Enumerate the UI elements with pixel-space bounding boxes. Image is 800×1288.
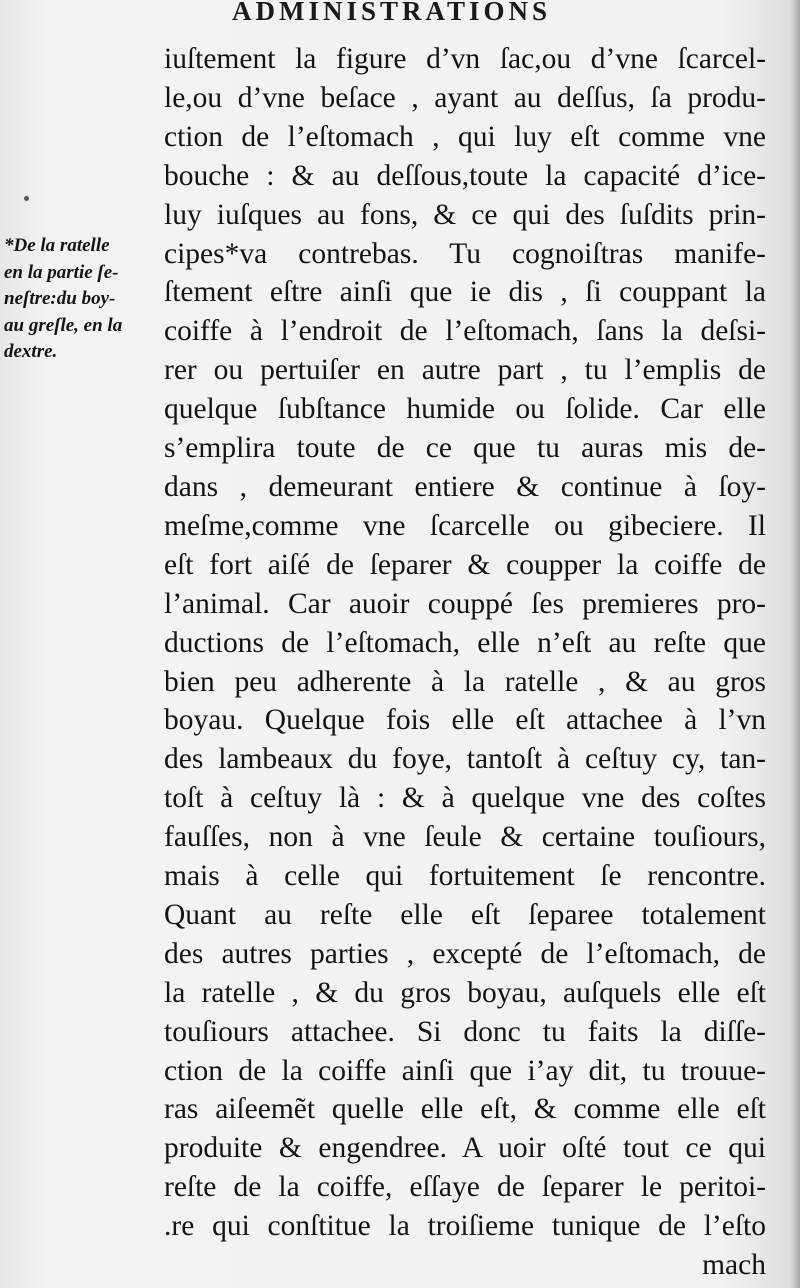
catchword: mach	[702, 1249, 766, 1282]
marginal-note-line: au greſle, en la	[4, 314, 123, 336]
marginal-note-line: neſtre:du boy-	[4, 288, 116, 309]
text-line: touſiours attachee. Si donc tu faits la diſſe-	[164, 1015, 766, 1048]
text-line: toſt à ceſtuy là : & à quelque vne des coſtes	[164, 782, 766, 815]
text-line: coiffe à l’endroit de l’eſtomach, ſans la deſsi-	[164, 315, 766, 348]
text-line: Quant au reſte elle eſt ſeparee totalement	[164, 898, 766, 931]
page-edge-shadow	[790, 0, 800, 1288]
text-line: luy iuſques au fons, & ce qui des ſuſdits prin-	[164, 198, 766, 231]
text-line: cipes*va contrebas. Tu cognoiſtras manife-	[164, 237, 766, 270]
text-line: dans , demeurant entiere & continue à ſoy-	[164, 470, 766, 503]
text-line: fauſſes, non à vne ſeule & certaine touſiours,	[164, 821, 766, 854]
ink-speck	[24, 196, 29, 201]
text-line: s’emplira toute de ce que tu auras mis de-	[164, 432, 766, 465]
text-line: des lambeaux du foye, tantoſt à ceſtuy cy, tan-	[164, 743, 766, 776]
text-line: bien peu adherente à la ratelle , & au gros	[164, 665, 766, 698]
text-line: ductions de l’eſtomach, elle n’eſt au reſte que	[164, 626, 766, 659]
text-line: la ratelle , & du gros boyau, auſquels elle eſt	[164, 976, 766, 1009]
text-line: des autres parties , excepté de l’eſtomach, de	[164, 937, 766, 970]
marginal-note-line: en la partie ſe-	[4, 261, 119, 283]
text-line: produite & engendree. A uoir oſté tout ce qui	[164, 1132, 766, 1165]
text-line: ras aiſeemẽt quelle elle eſt, & comme elle eſt	[164, 1093, 766, 1126]
text-line: quelque ſubſtance humide ou ſolide. Car elle	[164, 393, 766, 426]
text-line: le,ou d’vne beſace , ayant au deſſus, ſa produ-	[164, 81, 766, 114]
text-line: ſtement eſtre ainſi que ie dis , ſi couppant la	[164, 276, 766, 309]
text-line: .re qui conſtitue la troiſieme tunique de l’eſto	[164, 1210, 766, 1243]
text-line: iuſtement la figure d’vn ſac,ou d’vne ſcarcel-	[164, 43, 766, 75]
text-line: ction de l’eſtomach , qui luy eſt comme vne	[164, 120, 766, 153]
main-text-block	[164, 40, 766, 1285]
running-head: ADMINISTRATIONS	[232, 0, 552, 26]
marginal-note	[4, 233, 156, 366]
text-line: bouche : & au deſſous,toute la capacité d’ice-	[164, 159, 766, 192]
text-line: reſte de la coiffe, eſſaye de ſeparer le peritoi-	[164, 1171, 766, 1204]
marginal-note-line: *De la ratelle	[4, 235, 110, 256]
text-line: l’animal. Car auoir couppé ſes premieres pro-	[164, 587, 766, 620]
text-line: ction de la coiffe ainſi que i’ay dit, tu trouue-	[164, 1054, 766, 1087]
text-line: mais à celle qui fortuitement ſe rencontre.	[164, 860, 766, 893]
text-line: rer ou pertuiſer en autre part , tu l’emplis de	[164, 354, 766, 387]
text-line: eſt fort aiſé de ſeparer & coupper la coiffe de	[164, 548, 766, 581]
marginal-note-line: dextre.	[4, 341, 58, 362]
text-line: boyau. Quelque fois elle eſt attachee à l’vn	[164, 704, 766, 737]
text-line: meſme,comme vne ſcarcelle ou gibeciere. Il	[164, 509, 766, 542]
